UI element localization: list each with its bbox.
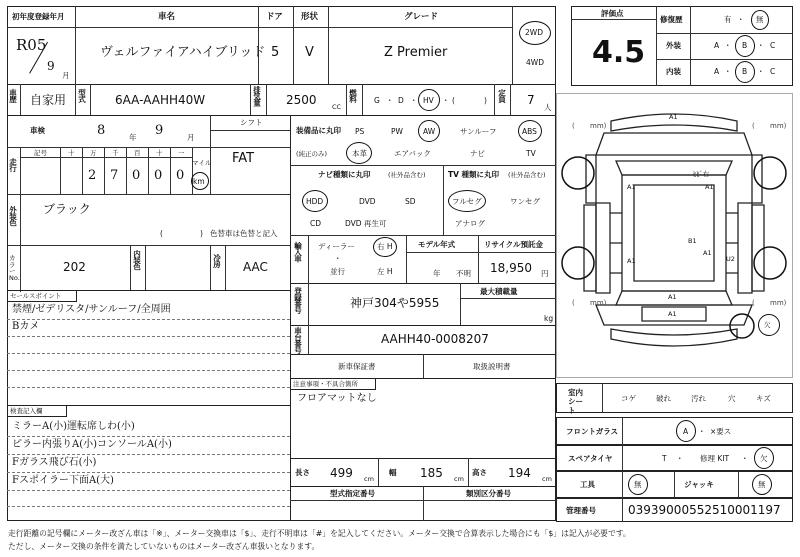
notes-label: 注意事項・不具合箇所 xyxy=(293,380,358,388)
exterior-label: 外装 xyxy=(666,41,681,50)
interior-b: B xyxy=(742,67,748,76)
inspection-year-unit: 年 xyxy=(129,133,137,142)
repair-dot: ・ xyxy=(737,15,745,24)
chassis-label: 車台番号 xyxy=(293,327,303,353)
seat-scratch: キズ xyxy=(756,394,771,403)
type-value: 6AA-AAHH40W xyxy=(115,93,206,107)
inspector-line-1: ミラーA(小)運転席しわ(小) xyxy=(12,421,135,432)
tools-label: 工具 xyxy=(580,480,595,489)
interior-a: A xyxy=(714,67,720,76)
registration-value: 神戸304や5955 xyxy=(350,296,440,310)
displacement-unit: CC xyxy=(332,103,342,111)
import-dealer: ディーラー xyxy=(318,242,355,251)
navi-cd: CD xyxy=(310,219,322,228)
mileage-digit-5: 0 xyxy=(176,168,185,183)
grade-value: Z Premier xyxy=(384,45,448,60)
windshield-a: A xyxy=(683,427,689,436)
drive-4wd: 4WD xyxy=(526,58,544,67)
mileage-digit-1: 2 xyxy=(88,168,97,183)
inspection-year: 8 xyxy=(97,123,106,138)
navi-title: ナビ種類に丸印 xyxy=(318,170,371,179)
mm-paren-3: ( xyxy=(572,299,575,307)
tv-fullseg: フルセグ xyxy=(452,197,482,206)
fuel-paren-open: ( xyxy=(452,96,455,105)
jack-value: 無 xyxy=(758,480,766,489)
grade-label: グレード xyxy=(404,12,439,22)
equip-tv: TV xyxy=(526,149,536,158)
repair-label: 修復歴 xyxy=(660,15,683,24)
capacity-unit: 人 xyxy=(544,103,552,112)
height-value: 194 xyxy=(508,466,531,480)
inspector-label: 検査記入欄 xyxy=(10,407,43,415)
inspection-label: 車検 xyxy=(30,126,45,135)
shape-value: V xyxy=(305,45,314,60)
place-juu: 十 xyxy=(156,149,163,157)
place-ichi: 一 xyxy=(178,149,185,157)
height-unit: cm xyxy=(542,475,552,483)
management-label: 管理番号 xyxy=(566,506,596,515)
new-car-warranty: 新車保証書 xyxy=(338,362,376,371)
import-parallel: 並行 xyxy=(330,267,345,276)
interior-color-label: 内装色 xyxy=(132,250,142,270)
mileage-label: 走行 xyxy=(8,158,18,171)
import-dot: ・ xyxy=(334,254,342,263)
fuel-g: G xyxy=(374,96,380,105)
recycle-value: 18,950 xyxy=(490,261,532,275)
mileage-digit-2: 7 xyxy=(110,168,119,183)
max-load-label: 最大積載量 xyxy=(480,287,518,296)
seat-stain: 汚れ xyxy=(691,394,706,403)
jack-label: ジャッキ xyxy=(684,480,714,489)
class-number-label: 類別区分番号 xyxy=(466,489,511,498)
first-registration-label: 初年度登録年月 xyxy=(12,12,65,21)
equip-pw: PW xyxy=(391,127,403,136)
fuel-dot3: ・ xyxy=(442,96,450,105)
tv-note: (社外品含む) xyxy=(508,171,546,179)
damage-mark-left-a1: A1 xyxy=(627,183,636,191)
equip-aw: AW xyxy=(423,127,436,136)
navi-dvd-play: DVD 再生可 xyxy=(345,219,387,228)
width-label: 幅 xyxy=(389,468,397,477)
spare-tire-t: T xyxy=(662,454,667,463)
place-sen: 千 xyxy=(112,149,119,157)
width-value: 185 xyxy=(420,466,443,480)
spare-tire-kit: 修理 KIT xyxy=(700,454,730,463)
damage-mark-u2: U2 xyxy=(726,255,735,263)
footer-line-1: 走行距離の記号欄にメーター改ざん車は「※」、メーター交換車は「$」、走行不明車は「#」を記入してください。メーター交換で合算表示した場合にも「$」は記入が必要です。 xyxy=(8,529,631,538)
windshield-dot: ・ xyxy=(698,427,706,436)
damage-mark-bumper-a1: A1 xyxy=(668,310,677,318)
score-label: 評価点 xyxy=(601,9,624,18)
shift-value: FAT xyxy=(232,151,255,166)
equip-leather: 本革 xyxy=(352,149,367,158)
equip-abs: ABS xyxy=(522,127,537,136)
first-registration-month: 9 xyxy=(47,59,55,73)
recycle-label: リサイクル預託金 xyxy=(484,240,543,249)
inspector-line-3: Fガラス飛び石(小) xyxy=(12,457,97,468)
length-unit: cm xyxy=(364,475,374,483)
fuel-hv: HV xyxy=(423,96,434,105)
inspection-month: 9 xyxy=(155,123,164,138)
exterior-dot2: ・ xyxy=(757,41,765,50)
inspection-month-unit: 月 xyxy=(187,133,195,142)
capacity-label: 定員 xyxy=(497,89,507,102)
month-unit: 月 xyxy=(62,71,70,80)
place-man: 万 xyxy=(90,149,97,157)
mm-paren-2: ( xyxy=(752,122,755,130)
exterior-color-value: ブラック xyxy=(43,202,91,216)
exterior-c: C xyxy=(770,41,776,50)
displacement-value: 2500 xyxy=(286,93,317,107)
chassis-value: AAHH40-0008207 xyxy=(381,332,489,346)
exterior-a: A xyxy=(714,41,720,50)
usage-label: 車歴 xyxy=(8,89,18,102)
mm-paren-1: ( xyxy=(572,122,575,130)
footer-line-2: ただし、メーター交換の条件を満たしていないものはメーター改ざん車扱いとなります。 xyxy=(8,542,320,551)
spare-tire-dot1: ・ xyxy=(676,454,684,463)
exterior-color-label: 外装色 xyxy=(8,206,18,226)
ac-value: AAC xyxy=(243,260,268,274)
damage-mark-rear-a1: A1 xyxy=(668,293,677,301)
shift-label: シフト xyxy=(240,118,263,127)
interior-label: 内装 xyxy=(666,67,681,76)
equip-ps: PS xyxy=(355,127,365,136)
seat-burn: コゲ xyxy=(621,394,636,403)
navi-dvd: DVD xyxy=(359,197,376,206)
equip-sunroof: サンルーフ xyxy=(460,127,497,136)
import-label: 輸入車 xyxy=(293,242,303,262)
equipment-title: 装備品に丸印 xyxy=(296,126,341,135)
color-no-value: 202 xyxy=(63,260,86,274)
mile-label: マイル xyxy=(192,159,212,167)
equipment-subtitle: (純正のみ) xyxy=(296,150,328,158)
mm-paren-4: ( xyxy=(752,299,755,307)
length-label: 長さ xyxy=(295,468,310,477)
registration-label: 登録番号 xyxy=(293,287,303,313)
usage-value: 自家用 xyxy=(30,93,67,107)
exterior-b: B xyxy=(742,41,748,50)
interior-seat-label: 室内シート xyxy=(568,388,583,415)
repair-none: 無 xyxy=(756,15,764,24)
type-label: 型式 xyxy=(77,89,87,102)
repair-yes: 有 xyxy=(724,15,732,24)
windshield-replace: ×要ス xyxy=(710,427,732,436)
owner-manual: 取扱説明書 xyxy=(473,362,511,371)
score-value: 4.5 xyxy=(592,35,646,70)
mm-paren-4b: mm) xyxy=(770,299,787,307)
tv-analog: アナログ xyxy=(455,219,485,228)
spare-tire-dot2: ・ xyxy=(741,454,749,463)
interior-c: C xyxy=(770,67,776,76)
color-no-label: カラーNo. xyxy=(9,254,20,282)
capacity-value: 7 xyxy=(527,93,535,107)
mileage-code-label: 記号 xyxy=(34,149,47,157)
place-hyaku: 百 xyxy=(134,149,141,157)
mileage-digit-3: 0 xyxy=(132,168,141,183)
notes-value: フロアマットなし xyxy=(297,393,377,404)
door-value: 5 xyxy=(271,45,280,60)
length-value: 499 xyxy=(330,466,353,480)
seat-tear: 破れ xyxy=(656,394,671,403)
equip-airbag: エアバック xyxy=(394,149,431,158)
fuel-paren-close: ) xyxy=(484,96,487,105)
vehicle-diagram xyxy=(556,93,793,378)
import-left-hand: 左 H xyxy=(377,267,393,276)
fuel-dot2: ・ xyxy=(410,96,418,105)
drive-2wd: 2WD xyxy=(525,28,543,37)
damage-mark-front-a1: A1 xyxy=(669,113,678,121)
navi-sd: SD xyxy=(405,197,416,206)
type-designation-label: 型式指定番号 xyxy=(330,489,375,498)
mm-paren-1b: mm) xyxy=(590,122,607,130)
equip-navi: ナビ xyxy=(470,149,485,158)
sales-point-line-2: Bカメ xyxy=(12,321,40,332)
door-label: ドア xyxy=(266,12,283,22)
damage-mark-right-rear-a1: A1 xyxy=(703,249,712,257)
tools-value: 無 xyxy=(634,480,642,489)
place-10man: 十 xyxy=(68,149,75,157)
seat-hole: 穴 xyxy=(728,394,736,403)
interior-dot2: ・ xyxy=(757,67,765,76)
height-label: 高さ xyxy=(472,468,487,477)
model-year-unit: 年 xyxy=(433,269,441,278)
width-unit: cm xyxy=(454,475,464,483)
model-year-value: 不明 xyxy=(456,269,471,278)
windshield-label: フロントガラス xyxy=(566,427,619,436)
damage-mark-missing: 欠 xyxy=(764,321,771,329)
spare-tire-missing: 欠 xyxy=(760,454,768,463)
color-note: 色替車は色替と記入 xyxy=(210,229,278,238)
color-paren-open: ( xyxy=(160,229,163,238)
exterior-dot1: ・ xyxy=(724,41,732,50)
car-name-label: 車名 xyxy=(158,12,176,22)
damage-mark-right-a1: A1 xyxy=(705,183,714,191)
displacement-label: 排気量 xyxy=(252,86,262,106)
tv-title: TV 種類に丸印 xyxy=(448,170,500,179)
damage-mark-b1: B1 xyxy=(688,237,697,245)
tv-oneseg: ワンセグ xyxy=(510,197,540,206)
mm-paren-2b: mm) xyxy=(770,122,787,130)
interior-dot1: ・ xyxy=(724,67,732,76)
mileage-unit: km xyxy=(193,177,205,186)
first-registration-year: R05 xyxy=(16,36,47,54)
sales-point-label: セールスポイント xyxy=(10,292,62,300)
recycle-unit: 円 xyxy=(541,269,549,278)
ac-label: 冷房 xyxy=(212,254,222,267)
import-right-hand: 右 H xyxy=(377,242,393,251)
spare-tire-label: スペアタイヤ xyxy=(568,454,613,463)
navi-hdd: HDD xyxy=(306,197,324,206)
fuel-dot: ・ xyxy=(386,96,394,105)
shape-label: 形状 xyxy=(301,12,319,22)
car-name-value: ヴェルファイアハイブリッド xyxy=(100,45,266,60)
sales-point-line-1: 禁煙/ゼデリスタ/サンルーフ/全周囲 xyxy=(12,304,171,315)
fuel-label: 燃料 xyxy=(348,89,358,102)
inspector-line-4: Fスポイラー下面A(大) xyxy=(12,475,114,486)
inspector-line-2: ピラー内張りA(小)コンソールA(小) xyxy=(12,439,172,450)
navi-note: (社外品含む) xyxy=(388,171,426,179)
mileage-digit-4: 0 xyxy=(154,168,163,183)
damage-mark-crack: ﾋﾋﾞ右 xyxy=(693,170,710,178)
mm-paren-3b: mm) xyxy=(590,299,607,307)
fuel-d: D xyxy=(398,96,404,105)
damage-mark-left-rear-a1: A1 xyxy=(627,257,636,265)
color-paren-close: ) xyxy=(200,229,203,238)
management-value: 03939000552510001197 xyxy=(628,503,781,517)
model-year-label: モデル年式 xyxy=(418,240,456,249)
max-load-unit: kg xyxy=(544,314,554,323)
